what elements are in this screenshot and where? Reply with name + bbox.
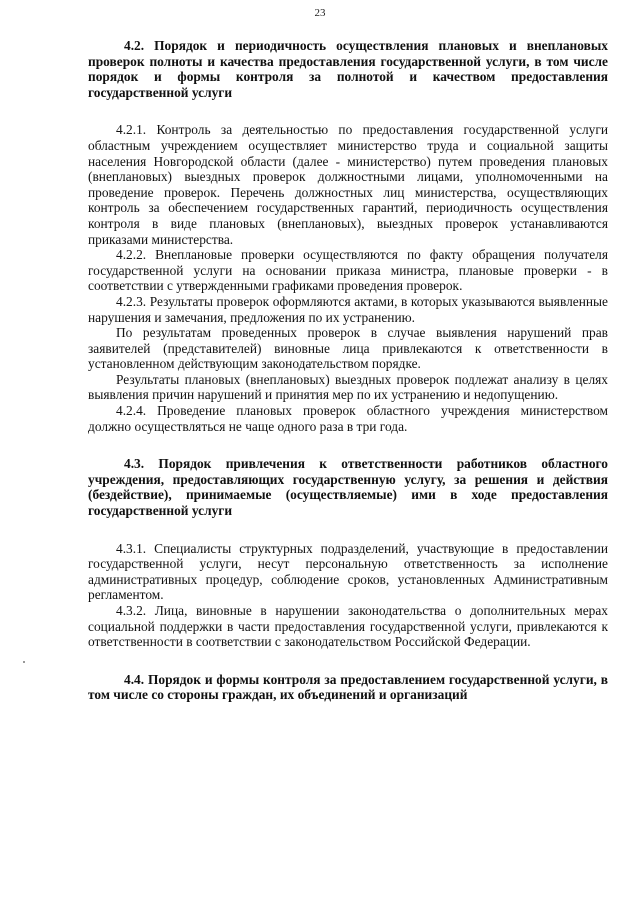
paragraph-violations: По результатам проведенных проверок в случае выявления нарушений прав заявителей (представителей) виновные лица привлекаются к ответственности в установленном действующим законодательством порядке. bbox=[88, 325, 608, 372]
paragraph-4-2-1: 4.2.1. Контроль за деятельностью по предоставления государственной услуги областным учреждением осуществляет министерство труда и социальной защиты населения Новгородской области (далее - министерство) путем проведения плановых (внеплановых) выездных проверок должностными лицами, уполномоченными на проведение проверок. Перечень должностных лиц министерства, осуществляющих контроль за обеспечением государственных гарантий, периодичность осуществления контроля в виде плановых (внеплановых), выездных проверок устанавливаются приказами министерства. bbox=[88, 122, 608, 247]
scan-speck bbox=[23, 661, 25, 663]
section-4-4-heading: 4.4. Порядок и формы контроля за предоставлением государственной услуги, в том числе со стороны граждан, их объединений и организаций bbox=[88, 671, 608, 703]
paragraph-analysis: Результаты плановых (внеплановых) выездных проверок подлежат анализу в целях выявления причин нарушений и принятия мер по их устранению и недопущению. bbox=[88, 371, 608, 403]
paragraph-4-2-4: 4.2.4. Проведение плановых проверок областного учреждения министерством должно осуществляться не чаще одного раза в три года. bbox=[88, 403, 608, 434]
page-number: 23 bbox=[314, 7, 326, 19]
section-4-3-heading: 4.3. Порядок привлечения к ответственности работников областного учреждения, предоставляющих государственную услугу, за решения и действия (бездействие), принимаемые (осуществляемые) ими в ходе предоставления государственной услуги bbox=[88, 456, 608, 519]
section-4-2-heading: 4.2. Порядок и периодичность осуществления плановых и внеплановых проверок полноты и качества предоставления государственной услуги, в том числе порядок и формы контроля за полнотой и качеством предоставления государственной услуги bbox=[88, 38, 608, 100]
document-body bbox=[88, 38, 608, 703]
paragraph-4-2-2: 4.2.2. Внеплановые проверки осуществляются по факту обращения получателя государственной услуги на основании приказа министра, плановые проверки - в соответствии с утвержденными графиками проведения проверок. bbox=[88, 247, 608, 294]
paragraph-4-2-3: 4.2.3. Результаты проверок оформляются актами, в которых указываются выявленные нарушения и замечания, предложения по их устранению. bbox=[88, 293, 608, 325]
paragraph-4-3-1: 4.3.1. Специалисты структурных подразделений, участвующие в предоставлении государственной услуги, несут персональную ответственность за исполнение административных процедур, соблюдение сроков, установленных Административным регламентом. bbox=[88, 540, 608, 603]
paragraph-4-3-2: 4.3.2. Лица, виновные в нарушении законодательства о дополнительных мерах социальной поддержки в части предоставления государственной услуги, привлекаются к ответственности в соответствии с законодательством Российской Федерации. bbox=[88, 603, 608, 650]
